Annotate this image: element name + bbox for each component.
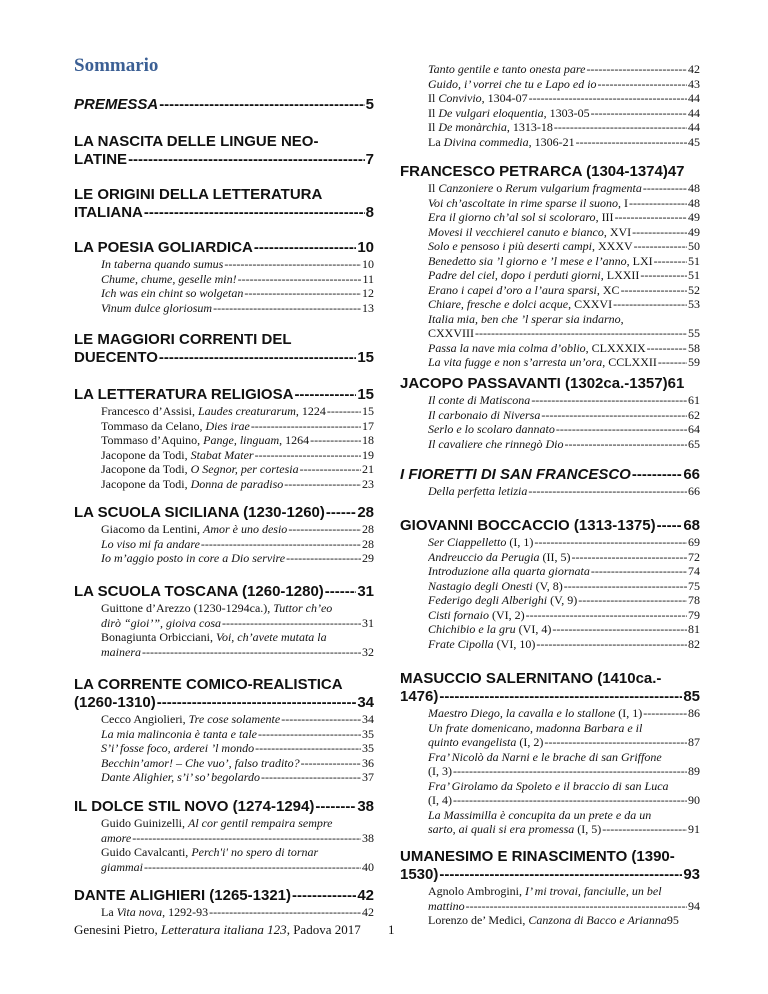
toc-section-siciliana[interactable]: LA SCUOLA SICILIANA (1230-1260) ----- 28 (74, 504, 374, 522)
toc-entry[interactable]: Bonagiunta Orbicciani, Voi, ch’avete mutata la (101, 630, 327, 644)
toc-entry[interactable]: CXXVIII ----- 55 (428, 326, 700, 341)
toc-entry[interactable]: Vinum dulce gloriosum ----- 13 (101, 301, 374, 316)
toc-section-lingue[interactable]: LA NASCITA DELLE LINGUE NEO- LATINE ----- 7 (74, 133, 374, 169)
toc-entry[interactable]: Cecco Angiolieri, Tre cose solamente ----- 34 (101, 712, 374, 727)
toc-entry[interactable]: Federigo degli Alberighi (V, 9) ----- 78 (428, 593, 700, 608)
toc-entry[interactable]: Il Canzoniere o Rerum vulgarium fragmenta ----- 48 (428, 181, 700, 196)
toc-entry[interactable]: La Massimilla è concupita da un prete e da un (428, 807, 652, 822)
toc-entry[interactable]: Benedetto sia ’l giorno e ’l mese e l’anno, LXI ----- 51 (428, 254, 700, 269)
toc-entry[interactable]: Cisti fornaio (VI, 2) ----- 79 (428, 608, 700, 623)
toc-section-goliardica[interactable]: LA POESIA GOLIARDICA ----- 10 (74, 239, 374, 257)
toc-entry[interactable]: Fra’ Girolamo da Spoleto e il braccio di san Luca (428, 778, 669, 793)
toc-entry[interactable]: Jacopone da Todi, O Segnor, per cortesia ----- 21 (101, 462, 374, 477)
toc-entry[interactable]: Nastagio degli Onesti (V, 8) ----- 75 (428, 579, 700, 594)
toc-section-origini[interactable]: LE ORIGINI DELLA LETTERATURA ITALIANA ----- 8 (74, 186, 374, 222)
toc-entry[interactable]: Francesco d’Assisi, Laudes creaturarum, 1224 ----- 15 (101, 404, 374, 419)
toc-entry[interactable]: In taberna quando sumus ----- 10 (101, 257, 374, 272)
toc-entry[interactable]: Lorenzo de’ Medici, Canzona di Bacco e Arianna 95 (428, 913, 679, 927)
toc-entry[interactable]: Dante Alighier, s’i’ so’ begolardo ----- 37 (101, 770, 374, 785)
toc-entry[interactable]: Movesi il vecchierel canuto e bianco, XVI ----- 49 (428, 225, 700, 240)
toc-entry[interactable]: Era il giorno ch’al sol si scoloraro, III ----- 49 (428, 210, 700, 225)
toc-entry[interactable]: S’i’ fosse foco, arderei ’l mondo ----- 35 (101, 741, 374, 756)
toc-entry[interactable]: Guido Cavalcanti, Perch'i' no spero di tornar (101, 845, 319, 859)
toc-entry[interactable]: Tanto gentile e tanto onesta pare ----- 42 (428, 62, 700, 77)
toc-entry[interactable]: Erano i capei d’oro a l’aura sparsi, XC ----- 52 (428, 283, 700, 298)
toc-entry[interactable]: Della perfetta letizia ----- 66 (428, 484, 700, 499)
toc-entry[interactable]: Lo viso mi fa andare ----- 28 (101, 537, 374, 552)
toc-entry[interactable]: Padre del ciel, dopo i perduti giorni, LXXII ----- 51 (428, 268, 700, 283)
toc-section-fioretti[interactable]: I FIORETTI DI SAN FRANCESCO ----- 66 (400, 466, 700, 484)
toc-entry[interactable]: Passa la nave mia colma d’oblio, CLXXXIX ----- 58 (428, 341, 700, 356)
toc-entry[interactable]: La vita fugge e non s’arresta un’ora, CCLXXII ----- 59 (428, 355, 700, 370)
toc-section-petrarca[interactable]: FRANCESCO PETRARCA (1304-1374) 47 (400, 163, 685, 180)
toc-entry[interactable]: La Vita nova, 1292-93 ----- 42 (101, 905, 374, 920)
toc-entry[interactable]: Maestro Diego, la cavalla e lo stallone (I, 1) ----- 86 (428, 706, 700, 721)
toc-entry[interactable]: Tommaso da Celano, Dies irae ----- 17 (101, 419, 374, 434)
toc-section-premessa[interactable]: PREMESSA ----- 5 (74, 96, 374, 114)
toc-entry[interactable]: Un frate domenicano, madonna Barbara e il (428, 720, 643, 735)
toc-section-religiosa[interactable]: LA LETTERATURA RELIGIOSA ----- 15 (74, 386, 374, 404)
page-footer: Genesini Pietro, Letteratura italiana 123, Padova 2017 (74, 922, 361, 937)
toc-entry[interactable]: Tommaso d’Aquino, Pange, linguam, 1264 ----- 18 (101, 433, 374, 448)
toc-entry[interactable]: (I, 3) ----- 89 (428, 764, 700, 779)
toc-entry[interactable]: Ser Ciappelletto (I, 1) ----- 69 (428, 535, 700, 550)
toc-entry[interactable]: La Divina commedia, 1306-21 ----- 45 (428, 135, 700, 150)
toc-section-duecento[interactable]: LE MAGGIORI CORRENTI DEL DUECENTO ----- 15 (74, 331, 374, 367)
toc-entry[interactable]: Chiare, fresche e dolci acque, CXXVI ----- 53 (428, 297, 700, 312)
toc-entry[interactable]: dirò “gioi’”, gioiva cosa ----- 31 (101, 616, 374, 631)
toc-entry[interactable]: Fra’ Nicolò da Narni e le brache di san Griffone (428, 749, 662, 764)
toc-entry[interactable]: giammai ----- 40 (101, 860, 374, 875)
toc-section-stilnovo[interactable]: IL DOLCE STIL NOVO (1274-1294) ----- 38 (74, 798, 374, 816)
toc-entry[interactable]: quinto evangelista (I, 2) ----- 87 (428, 735, 700, 750)
toc-entry[interactable]: Il carbonaio di Niversa ----- 62 (428, 408, 700, 423)
toc-entry[interactable]: Giacomo da Lentini, Amor è uno desio ----- 28 (101, 522, 374, 537)
toc-entry[interactable]: Guido, i’ vorrei che tu e Lapo ed io ----- 43 (428, 77, 700, 92)
toc-section-comico[interactable]: LA CORRENTE COMICO-REALISTICA (1260-1310) ----- 34 (74, 676, 374, 712)
toc-entry[interactable]: Introduzione alla quarta giornata ----- 74 (428, 564, 700, 579)
toc-entry[interactable]: Frate Cipolla (VI, 10) ----- 82 (428, 637, 700, 652)
toc-entry[interactable]: Il conte di Matiscona ----- 61 (428, 393, 700, 408)
toc-section-toscana[interactable]: LA SCUOLA TOSCANA (1260-1280) ----- 31 (74, 583, 374, 601)
toc-section-dante[interactable]: DANTE ALIGHIERI (1265-1321) ----- 42 (74, 887, 374, 905)
toc-entry[interactable]: Ich was ein chint so wolgetan ----- 12 (101, 286, 374, 301)
toc-entry[interactable]: Io m’aggio posto in core a Dio servire ----- 29 (101, 551, 374, 566)
toc-entry[interactable]: La mia malinconia è tanta e tale ----- 35 (101, 727, 374, 742)
toc-entry[interactable]: Il De monàrchia, 1313-18 ----- 44 (428, 120, 700, 135)
toc-section-umanesimo[interactable]: UMANESIMO E RINASCIMENTO (1390- 1530) ----- 93 (400, 848, 700, 884)
toc-entry[interactable]: Guido Guinizelli, Al cor gentil rempaira sempre (101, 816, 333, 830)
toc-entry[interactable]: Agnolo Ambrogini, I’ mi trovai, fanciulle, un bel (428, 884, 662, 898)
toc-entry[interactable]: Chichibio e la gru (VI, 4) ----- 81 (428, 622, 700, 637)
toc-entry[interactable]: Becchin’amor! – Che vuo’, falso tradito? ----- 36 (101, 756, 374, 771)
page-number: 1 (388, 922, 395, 937)
toc-entry[interactable]: Jacopone da Todi, Donna de paradiso ----- 23 (101, 477, 374, 492)
toc-entry[interactable]: Guittone d’Arezzo (1230-1294ca.), Tuttor ch’eo (101, 601, 333, 615)
toc-entry[interactable]: (I, 4) ----- 90 (428, 793, 700, 808)
page-title: Sommario (74, 55, 159, 76)
toc-entry[interactable]: Italia mia, ben che ’l sperar sia indarno, (428, 311, 624, 326)
toc-entry[interactable]: mainera ----- 32 (101, 645, 374, 660)
toc-entry[interactable]: Chume, chume, geselle min! ----- 11 (101, 272, 374, 287)
toc-entry[interactable]: Solo e pensoso i più deserti campi, XXXV ----- 50 (428, 239, 700, 254)
toc-entry[interactable]: sarto, ai quali si era promessa (I, 5) ----- 91 (428, 822, 700, 837)
toc-entry[interactable]: Il De vulgari eloquentia, 1303-05 ----- 44 (428, 106, 700, 121)
toc-entry[interactable]: Serlo e lo scolaro dannato ----- 64 (428, 422, 700, 437)
toc-section-passavanti[interactable]: JACOPO PASSAVANTI (1302ca.-1357) 61 (400, 375, 685, 392)
toc-entry[interactable]: Il cavaliere che rinnegò Dio ----- 65 (428, 437, 700, 452)
toc-entry[interactable]: Jacopone da Todi, Stabat Mater ----- 19 (101, 448, 374, 463)
toc-entry[interactable]: mattino ----- 94 (428, 899, 700, 914)
toc-entry[interactable]: Voi ch’ascoltate in rime sparse il suono, I ----- 48 (428, 196, 700, 211)
toc-entry[interactable]: Andreuccio da Perugia (II, 5) ----- 72 (428, 550, 700, 565)
toc-section-boccaccio[interactable]: GIOVANNI BOCCACCIO (1313-1375) ----- 68 (400, 517, 700, 535)
toc-section-masuccio[interactable]: MASUCCIO SALERNITANO (1410ca.- 1476) ----- 85 (400, 670, 700, 706)
toc-entry[interactable]: Il Convivio, 1304-07 ----- 44 (428, 91, 700, 106)
toc-entry[interactable]: amore ----- 38 (101, 831, 374, 846)
